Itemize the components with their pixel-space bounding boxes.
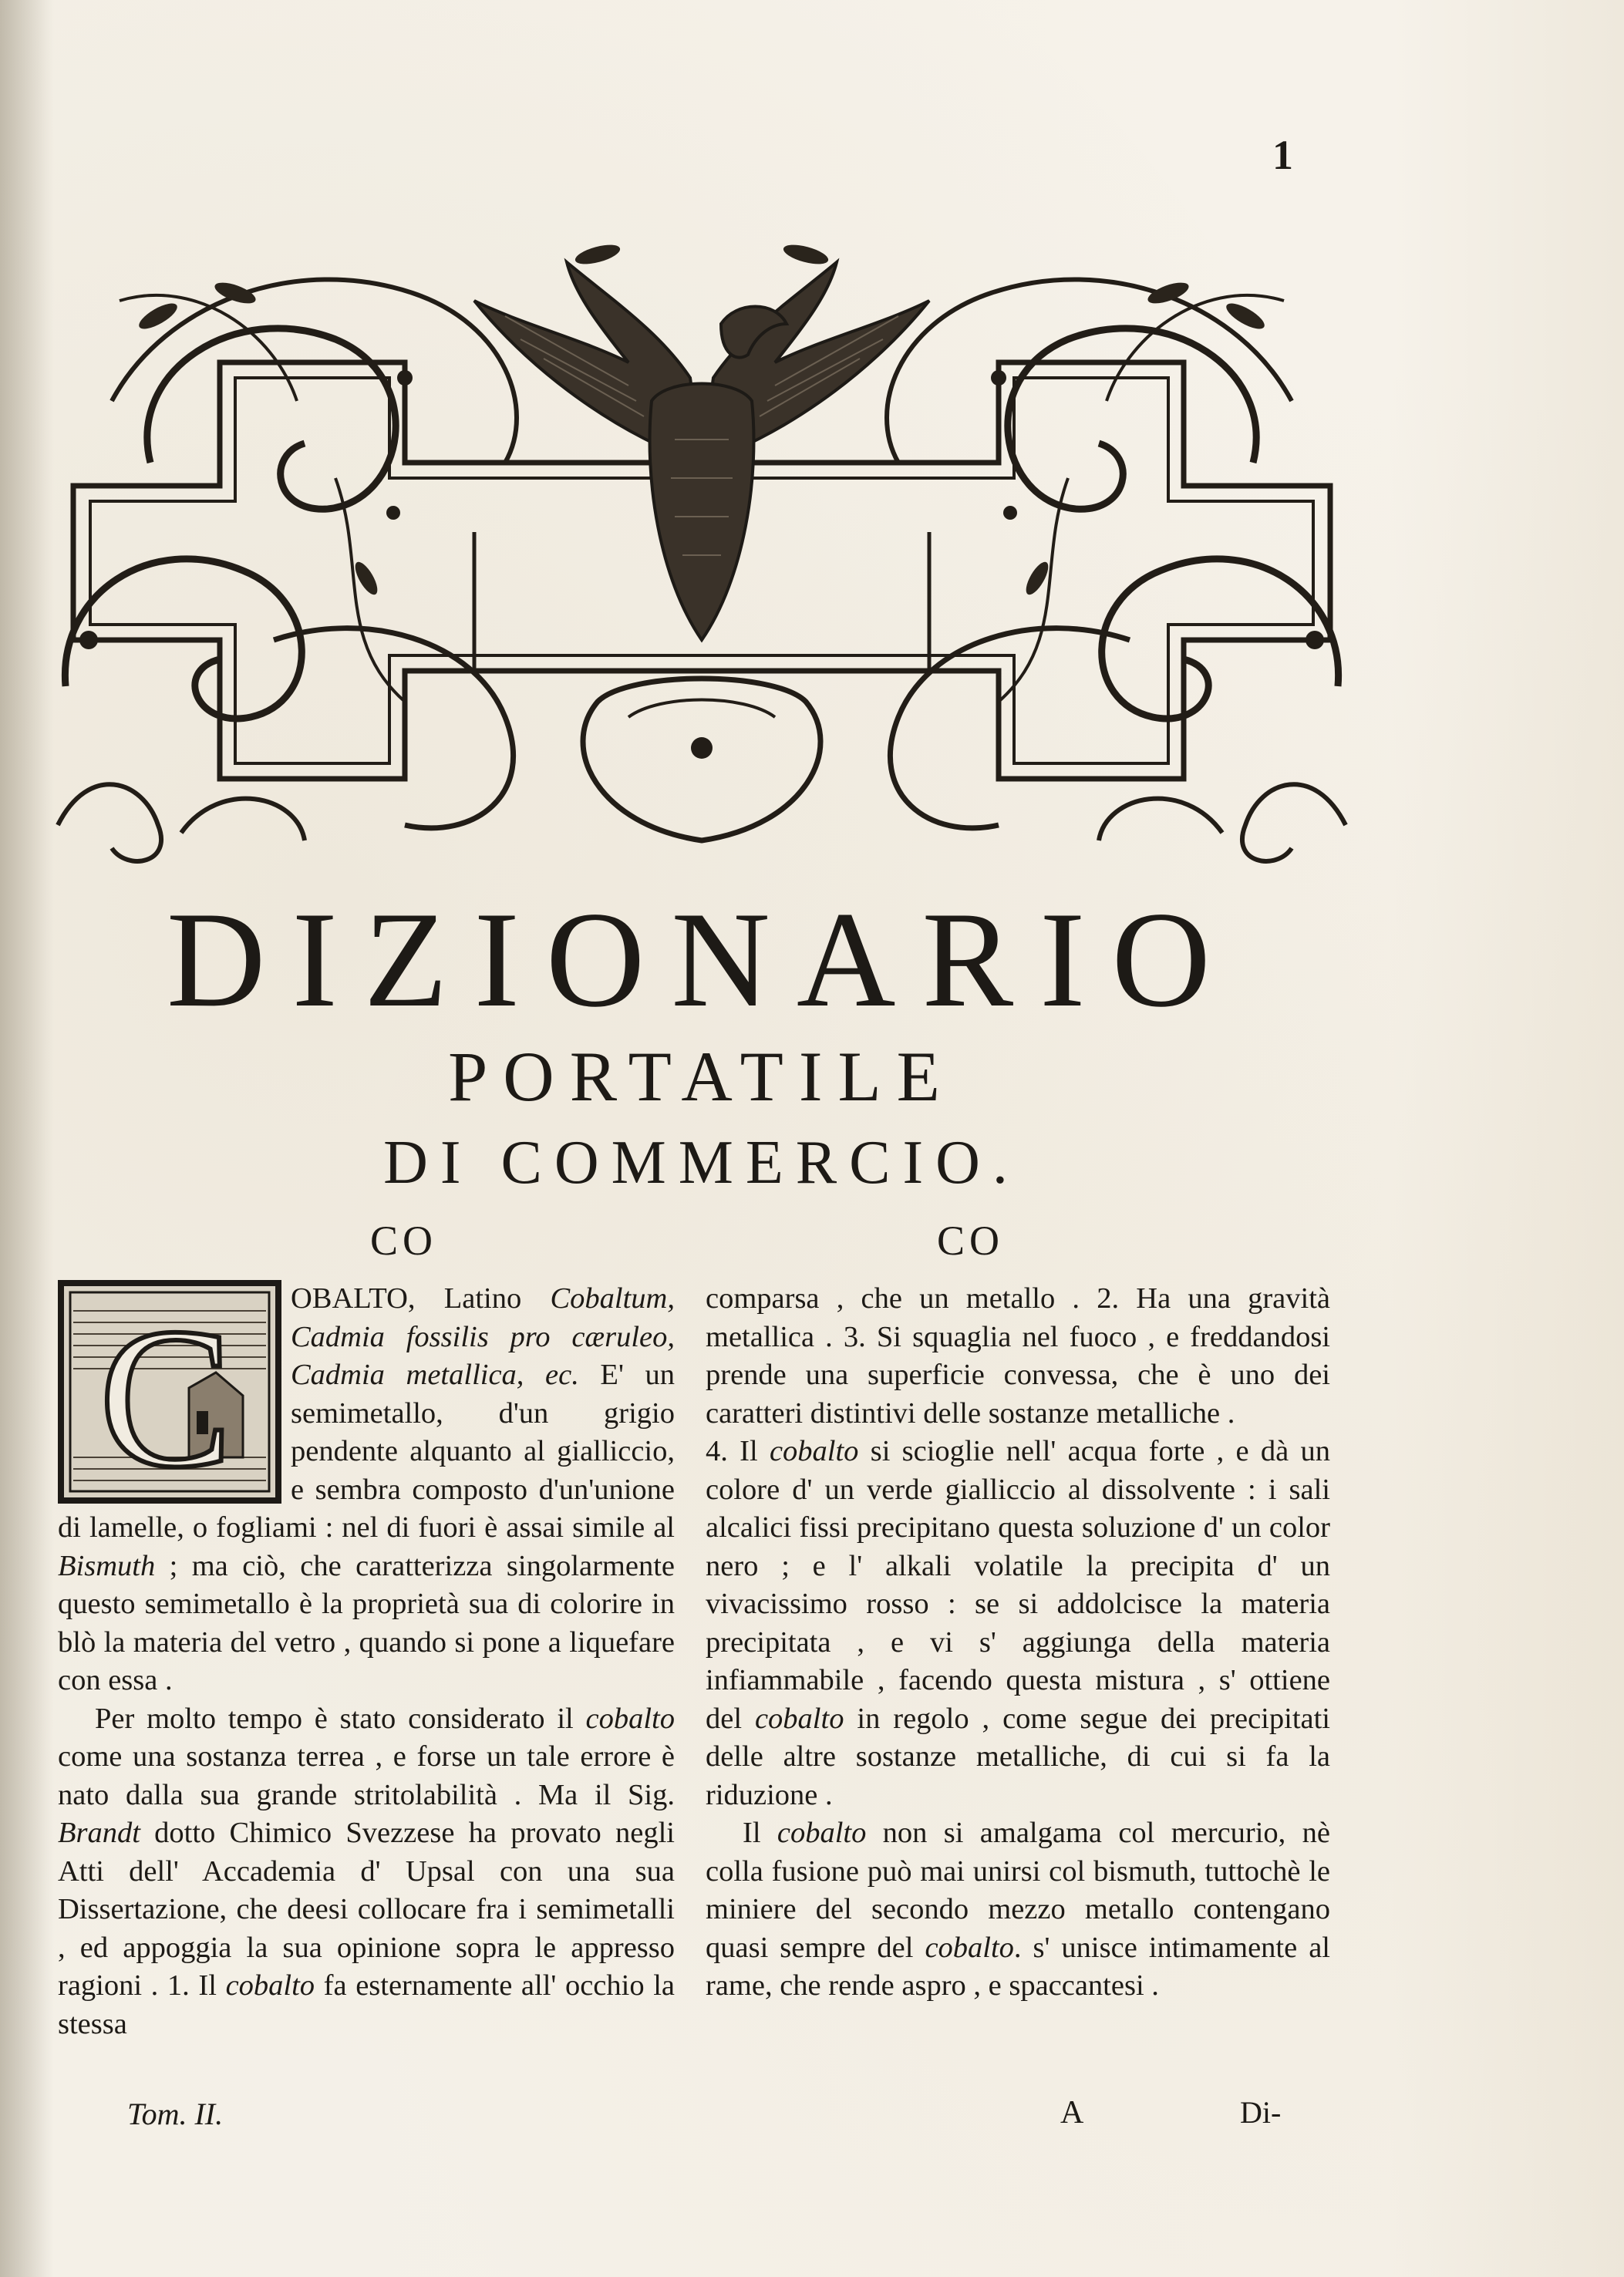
entry-cobalto-paragraph-2: Per molto tempo è stato considerato il cobalto come una sostanza terrea , e forse un tale errore è nato dalla sua grande stritolabilità . Ma il Sig. Brandt dotto Chimico Svezzese ha provato negli Atti dell' Accademia d' Upsal con una sua Dissertazione, che deesi collocare fra i semimetalli , ed appoggia la sua opinione sopra le appresso ragioni . 1. Il cobalto fa esternamente all' occhio la stessa [58, 1702, 675, 2040]
left-text-column [58, 1280, 675, 2043]
decorated-dropcap-c [58, 1280, 281, 1504]
right-paragraph-3: Il cobalto non si amalgama col mercurio, nè colla fusione può mai unirsi col bismuth, tuttochè le miniere del secondo mezzo metallo contengano quasi sempre del cobalto. s' unisce intimamente al rame, che rende aspro , e spaccantesi . [706, 1817, 1330, 2002]
entry-cobalto-paragraph-1: OBALTO, Latino Cobaltum, Cadmia fossilis pro cæruleo, Cadmia metallica, ec. E' un semimetallo, d'un grigio pendente alquanto al gialliccio, e sembra composto d'un'unione di lamelle, o fogliami : nel di fuori è assai simile al Bismuth ; ma ciò, che caratterizza singolarmente questo semimetallo è la proprietà sua di colorire in blò la materia del vetro , quando si pone a liquefare con essa . [58, 1282, 675, 1696]
dropcap-letter: C [99, 1287, 233, 1504]
signature-mark: A [1060, 2095, 1084, 2130]
right-text-column [706, 1280, 1330, 2006]
volume-marker: Tom. II. [127, 2097, 224, 2131]
right-paragraph-1: comparsa , che un metallo . 2. Ha una gravità metallica . 3. Si squaglia nel fuoco , e freddandosi prende una superficie convessa, che è uno dei caratteri distintivi delle sostanze metalliche . [706, 1282, 1330, 1430]
running-head-left: CO [370, 1218, 438, 1264]
page-number: 1 [1272, 132, 1293, 178]
right-paragraph-2: 4. Il cobalto si scioglie nell' acqua forte , e dà un colore d' un verde gialliccio al dissolvente : i sali alcalici fissi precipitano questa soluzione d' un color nero ; e l' alkali volatile la precipita d' un vivacissimo rosso : se si addolcisce la materia precipitata , e vi s' aggiunga della materia infiammabile , facendo questa mistura , s' ottiene del cobalto in regolo , come segue dei precipitati delle altre sostanze metalliche, di cui si fa la riduzione . [706, 1435, 1330, 1811]
running-head-right: CO [937, 1218, 1005, 1264]
eagle-headpiece-ornament [42, 208, 1361, 879]
title-dizionario: DIZIONARIO [166, 883, 1237, 1036]
catchword: Di- [1240, 2095, 1282, 2130]
title-di-commercio: DI COMMERCIO. [383, 1129, 1020, 1197]
title-portatile: PORTATILE [448, 1037, 955, 1116]
